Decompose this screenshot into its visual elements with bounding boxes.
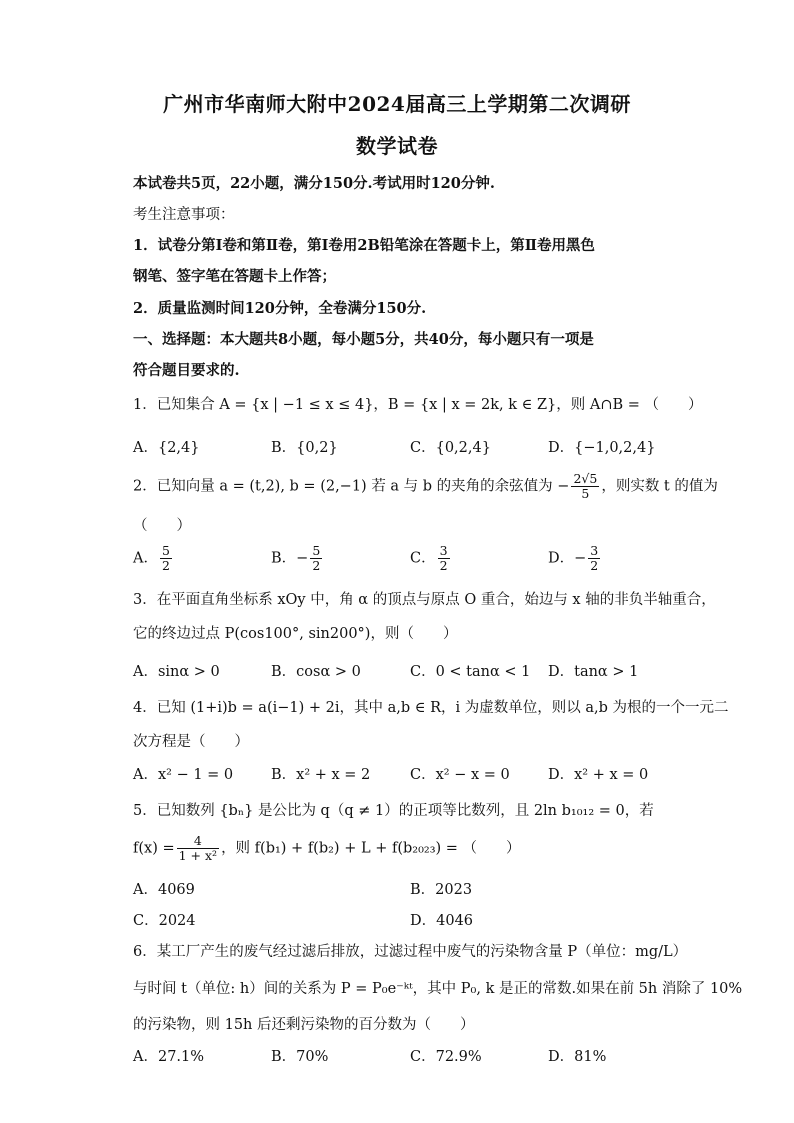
question-4-stem-line-2: 次方程是（ ） bbox=[133, 734, 249, 750]
question-2-fraction-denominator: 5 bbox=[581, 486, 590, 501]
question-5-fraction-numerator: 4 bbox=[177, 834, 219, 849]
question-2-option-c: C． $\frac{3}{2}$ bbox=[410, 543, 448, 573]
question-3-stem-line-1: 3．在平面直角坐标系 xOy 中，角 α 的顶点与原点 O 重合，始边与 x 轴的非负半轴重合， bbox=[133, 592, 716, 608]
question-6-stem-line-2: 与时间 t（单位: h）间的关系为 P = P₀e⁻ᵏᵗ，其中 P₀, k 是正的常数.如果在前 5h 消除了 10% bbox=[133, 981, 743, 997]
exam-title: 广州市华南师大附中2024届高三上学期第二次调研 bbox=[163, 92, 631, 116]
notice-2: 2．质量监测时间120分钟，全卷满分150分. bbox=[133, 300, 427, 317]
question-5-stem-rest: ，则 f(b₁) + f(b₂) + L + f(b₂₀₂₃) = （ ） bbox=[221, 840, 521, 857]
question-5-option-c: C．2024 bbox=[133, 913, 196, 929]
question-6-option-a: A．27.1% bbox=[133, 1049, 205, 1065]
question-6-option-c: C．72.9% bbox=[410, 1049, 482, 1065]
question-5-option-d: D．4046 bbox=[410, 913, 474, 929]
question-2-option-b: B．− $\frac{5}{2}$ bbox=[271, 543, 321, 573]
question-5-function-lhs: f(x) = bbox=[133, 840, 175, 857]
question-6-option-d: D．81% bbox=[548, 1049, 607, 1065]
section-1-heading-line-1: 一、选择题：本大题共8小题，每小题5分，共40分，每小题只有一项是 bbox=[133, 331, 594, 348]
question-2-stem-part-1: 2．已知向量 a = (t,2), b = (2,−1) 若 a 与 b 的夹角的余弦值为 − bbox=[133, 478, 570, 495]
question-1-option-a: A．{2,4} bbox=[133, 440, 200, 456]
question-3-option-b: B．cosα > 0 bbox=[271, 664, 361, 680]
question-3-option-a: A．sinα > 0 bbox=[133, 664, 220, 680]
notice-1-line-2: 钢笔、签字笔在答题卡上作答； bbox=[133, 268, 336, 285]
question-6-option-b: B．70% bbox=[271, 1049, 329, 1065]
question-4-option-b: B．x² + x = 2 bbox=[271, 767, 371, 783]
exam-subtitle: 数学试卷 bbox=[356, 134, 438, 158]
question-1-option-c: C．{0,2,4} bbox=[410, 440, 491, 456]
question-5-fraction bbox=[177, 834, 219, 863]
question-3-option-d: D．tanα > 1 bbox=[548, 664, 639, 680]
question-1-option-d: D．{−1,0,2,4} bbox=[548, 440, 656, 456]
question-2-fraction-numerator: 2√5 bbox=[573, 471, 598, 486]
question-2-option-a: A． $\frac{5}{2}$ bbox=[133, 543, 170, 573]
question-5-option-b: B．2023 bbox=[410, 882, 473, 898]
question-4-option-a: A．x² − 1 = 0 bbox=[133, 767, 234, 783]
question-1-option-b: B．{0,2} bbox=[271, 440, 338, 456]
question-2-stem bbox=[133, 472, 718, 501]
question-4-stem-line-1: 4．已知 (1+i)b = a(i−1) + 2i，其中 a,b ∈ R，i 为虚数单位，则以 a,b 为根的一个一元二 bbox=[133, 700, 729, 716]
question-2-stem-part-2: ，则实数 t 的值为 bbox=[601, 478, 718, 495]
section-1-heading-line-2: 符合题目要求的. bbox=[133, 362, 240, 379]
notice-heading: 考生注意事项： bbox=[133, 207, 235, 223]
question-6-stem-line-3: 的污染物，则 15h 后还剩污染物的百分数为（ ） bbox=[133, 1017, 475, 1033]
notice-1-line-1: 1．试卷分第Ⅰ卷和第Ⅱ卷，第Ⅰ卷用2B铅笔涂在答题卡上，第Ⅱ卷用黑色 bbox=[133, 237, 595, 254]
exam-intro: 本试卷共5页，22小题，满分150分.考试用时120分钟. bbox=[133, 175, 495, 192]
question-3-stem-line-2: 它的终边过点 P(cos100°, sin200°)，则（ ） bbox=[133, 626, 458, 642]
question-2-fraction bbox=[571, 472, 599, 501]
question-4-option-c: C．x² − x = 0 bbox=[410, 767, 510, 783]
question-5-stem-line-1: 5．已知数列 {bₙ} 是公比为 q（q ≠ 1）的正项等比数列，且 2ln b₁₀₁₂ = 0，若 bbox=[133, 803, 654, 819]
question-3-option-c: C．0 < tanα < 1 bbox=[410, 664, 531, 680]
question-2-answer-bracket: （ ） bbox=[133, 518, 191, 534]
question-1-stem: 1．已知集合 A = {x | −1 ≤ x ≤ 4}，B = {x | x = 2k, k ∈ Z}，则 A∩B = （ ） bbox=[133, 397, 703, 413]
question-4-option-d: D．x² + x = 0 bbox=[548, 767, 649, 783]
question-5-stem-line-2 bbox=[133, 834, 521, 863]
question-2-option-d: D．− $\frac{3}{2}$ bbox=[548, 543, 599, 573]
question-5-option-a: A．4069 bbox=[133, 882, 195, 898]
question-6-stem-line-1: 6．某工厂产生的废气经过滤后排放，过滤过程中废气的污染物含量 P（单位：mg/L） bbox=[133, 944, 688, 960]
question-5-fraction-denominator: 1 + x² bbox=[178, 848, 218, 863]
